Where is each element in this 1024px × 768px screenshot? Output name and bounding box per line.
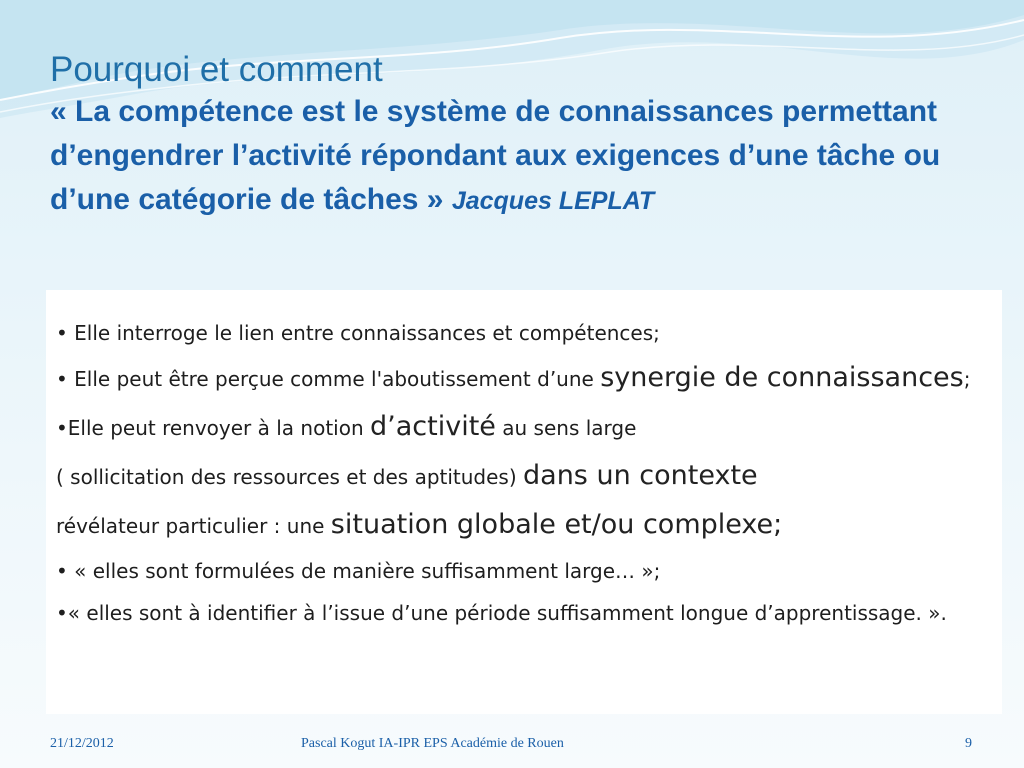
bullet-item: •« elles sont à identifier à l’issue d’une période suffisamment longue d’apprentissage. ». <box>56 601 947 625</box>
quote-text: « La compétence est le système de connaissances permettant d’engendrer l’activité répondant aux exigences d’une tâche ou d’une catégorie de tâches » <box>50 95 941 216</box>
highlight-text: synergie de connaissances <box>600 362 964 393</box>
bullet-text: • Elle peut être perçue comme l'aboutissement d’une <box>56 367 601 391</box>
footer-author: Pascal Kogut IA-IPR EPS Académie de Rouen <box>301 736 564 751</box>
bullet-item <box>56 354 992 403</box>
bullet-text: au sens large <box>495 416 637 440</box>
title-main: Pourquoi et comment <box>50 50 383 89</box>
slide-title <box>50 50 990 223</box>
content-box <box>46 290 1002 714</box>
page-number: 9 <box>965 736 972 751</box>
bullet-text: ; <box>963 367 971 391</box>
bullet-item: • Elle interroge le lien entre connaissances et compétences; <box>56 321 660 345</box>
title-quote <box>50 90 990 223</box>
quote-author: Jacques LEPLAT <box>451 187 655 215</box>
bullet-text: révélateur particulier : une <box>56 514 331 538</box>
bullet-text: •Elle peut renvoyer à la notion <box>56 416 371 440</box>
bullet-text: ( sollicitation des ressources et des aptitudes) <box>56 465 524 489</box>
bullet-item: • « elles sont formulées de manière suffisamment large… »; <box>56 559 661 583</box>
bullet-item <box>56 403 992 550</box>
highlight-text: d’activité <box>370 411 496 442</box>
highlight-text: dans un contexte <box>523 460 758 491</box>
footer-date: 21/12/2012 <box>50 736 114 751</box>
highlight-text: situation globale et/ou complexe; <box>330 509 783 540</box>
